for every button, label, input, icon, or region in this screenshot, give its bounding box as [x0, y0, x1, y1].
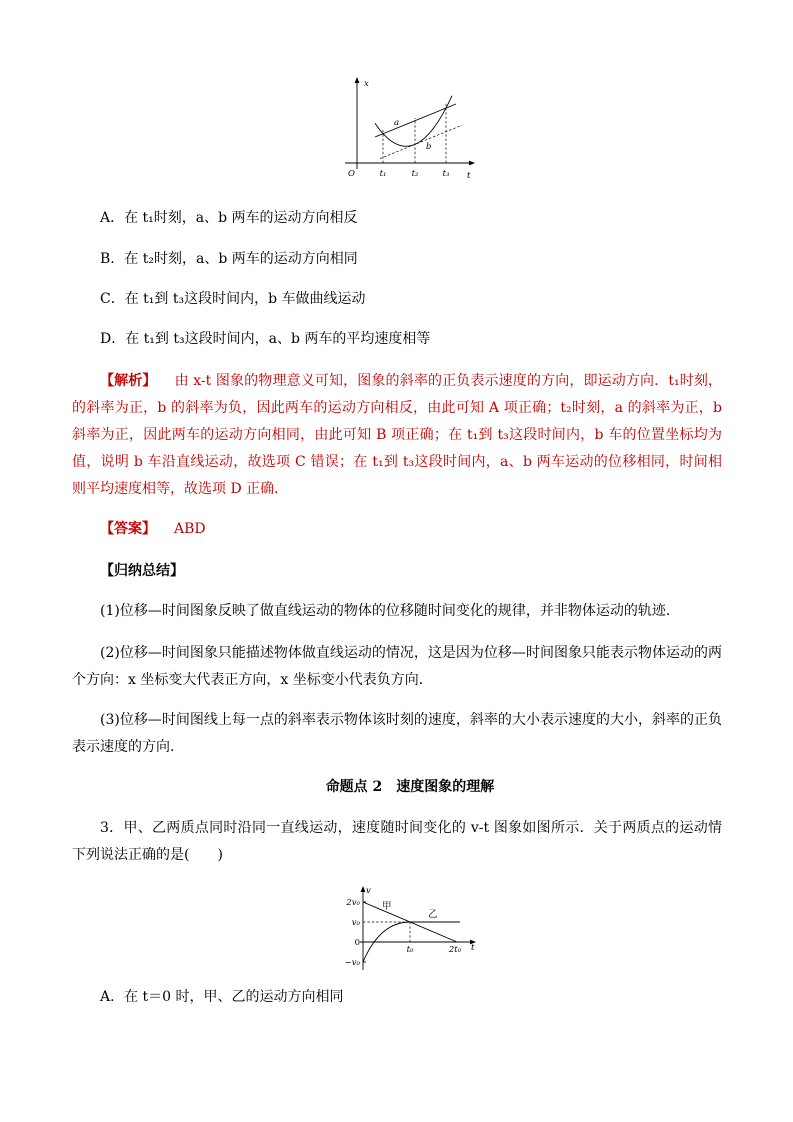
analysis-line: 斜率为正，因此两车的运动方向相同，由此可知 B 项正确；在 t₁到 t₃这段时间内，b 车的位置坐标均为	[72, 427, 722, 443]
line-a-label: a	[394, 118, 400, 128]
summary-item-2	[72, 640, 722, 694]
summary-item-line: 个方向：x 坐标变大代表正方向，x 坐标变小代表负方向．	[72, 672, 433, 688]
summary-item-1	[72, 598, 722, 625]
q3-option-a-text: A．在 t＝0 时，甲、乙的运动方向相同	[100, 989, 344, 1005]
yi-label: 乙	[428, 909, 438, 920]
t-axis-label: t	[467, 171, 471, 181]
analysis-line: 的斜率为正，b 的斜率为负，因此两车的运动方向相反，由此可知 A 项正确；t₂时刻，a 的斜率为正，b	[72, 400, 722, 416]
curve-b-label: b	[426, 142, 432, 152]
v-axis-arrow	[361, 886, 366, 892]
section-heading-text: 命题点 2 速度图象的理解	[325, 779, 495, 795]
summary-title-text: 【归纳总结】	[100, 563, 184, 579]
q2-option-a-text: A．在 t₁时刻，a、b 两车的运动方向相反	[100, 210, 358, 226]
summary-item-line: 表示速度的方向．	[72, 739, 184, 755]
summary-item-line: (2)位移—时间图象只能描述物体做直线运动的情况，这是因为位移—时间图象只能表示物体运动的两	[100, 645, 722, 661]
q2-option-c	[72, 286, 722, 313]
t1-tick-label: t₁	[379, 169, 387, 179]
t-axis-arrow	[469, 161, 475, 166]
v-t-graph-figure	[340, 884, 480, 972]
analysis-line: 则平均速度相等，故选项 D 正确．	[72, 481, 289, 497]
q3-option-a	[72, 984, 722, 1011]
v-tick-2v0: 2v₀	[346, 898, 360, 908]
t-axis-label: t	[471, 943, 475, 953]
origin-label: O	[348, 169, 355, 179]
x-axis-label: x	[364, 79, 369, 89]
analysis-paragraph	[72, 368, 722, 503]
v-axis-label: v	[366, 886, 371, 896]
analysis-text: 由 x-t 图象的物理意义可知，图象的斜率的正负表示速度的方向，即运动方向．t₁时刻，	[174, 373, 722, 389]
question-3-line: 3．甲、乙两质点同时沿同一直线运动，速度随时间变化的 v-t 图象如图所示．关于两质点的运动情	[100, 820, 722, 836]
q2-option-a	[72, 205, 722, 232]
q2-option-c-text: C．在 t₁到 t₃这段时间内，b 车做曲线运动	[100, 291, 366, 307]
jia-label: 甲	[382, 901, 392, 912]
t-tick-2t0: 2t₀	[448, 945, 462, 955]
summary-item-3	[72, 707, 722, 761]
summary-item-line: (3)位移—时间图线上每一点的斜率表示物体该时刻的速度，斜率的大小表示速度的大小，斜率的正负	[100, 712, 722, 728]
answer-label: 【答案】	[100, 521, 156, 537]
section-heading	[72, 774, 722, 801]
answer-line	[72, 516, 722, 543]
answer-row	[72, 516, 722, 543]
q2-option-d-text: D．在 t₁到 t₃这段时间内，a、b 两车的平均速度相等	[100, 331, 431, 347]
x-t-graph-figure	[338, 74, 480, 182]
question-3-stem	[72, 815, 722, 869]
v-tick-v0: v₀	[351, 918, 360, 928]
t2-tick-label: t₂	[411, 169, 419, 179]
answer-value: ABD	[174, 521, 206, 537]
t-tick-t0: t₀	[406, 945, 414, 955]
v-tick-zero: 0	[354, 938, 360, 948]
line-a	[375, 104, 456, 137]
question-3-line: 下列说法正确的是( )	[72, 847, 223, 863]
analysis-line: 值，说明 b 车沿直线运动，故选项 C 错误；在 t₁到 t₃这段时间内，a、b 两车运动的位移相同，时间相	[72, 454, 722, 470]
v-tick-neg-v0: −v₀	[344, 958, 360, 968]
analysis-label: 【解析】	[100, 373, 157, 389]
q2-option-b	[72, 246, 722, 273]
q2-option-d	[72, 326, 722, 353]
summary-item-line: (1)位移—时间图象反映了做直线运动的物体的位移随时间变化的规律，并非物体运动的轨迹．	[100, 603, 680, 619]
x-axis-arrow	[355, 77, 360, 83]
analysis-line	[72, 368, 722, 395]
summary-title	[72, 558, 722, 585]
q2-option-b-text: B．在 t₂时刻，a、b 两车的运动方向相同	[100, 251, 358, 267]
t3-tick-label: t₃	[442, 169, 450, 179]
